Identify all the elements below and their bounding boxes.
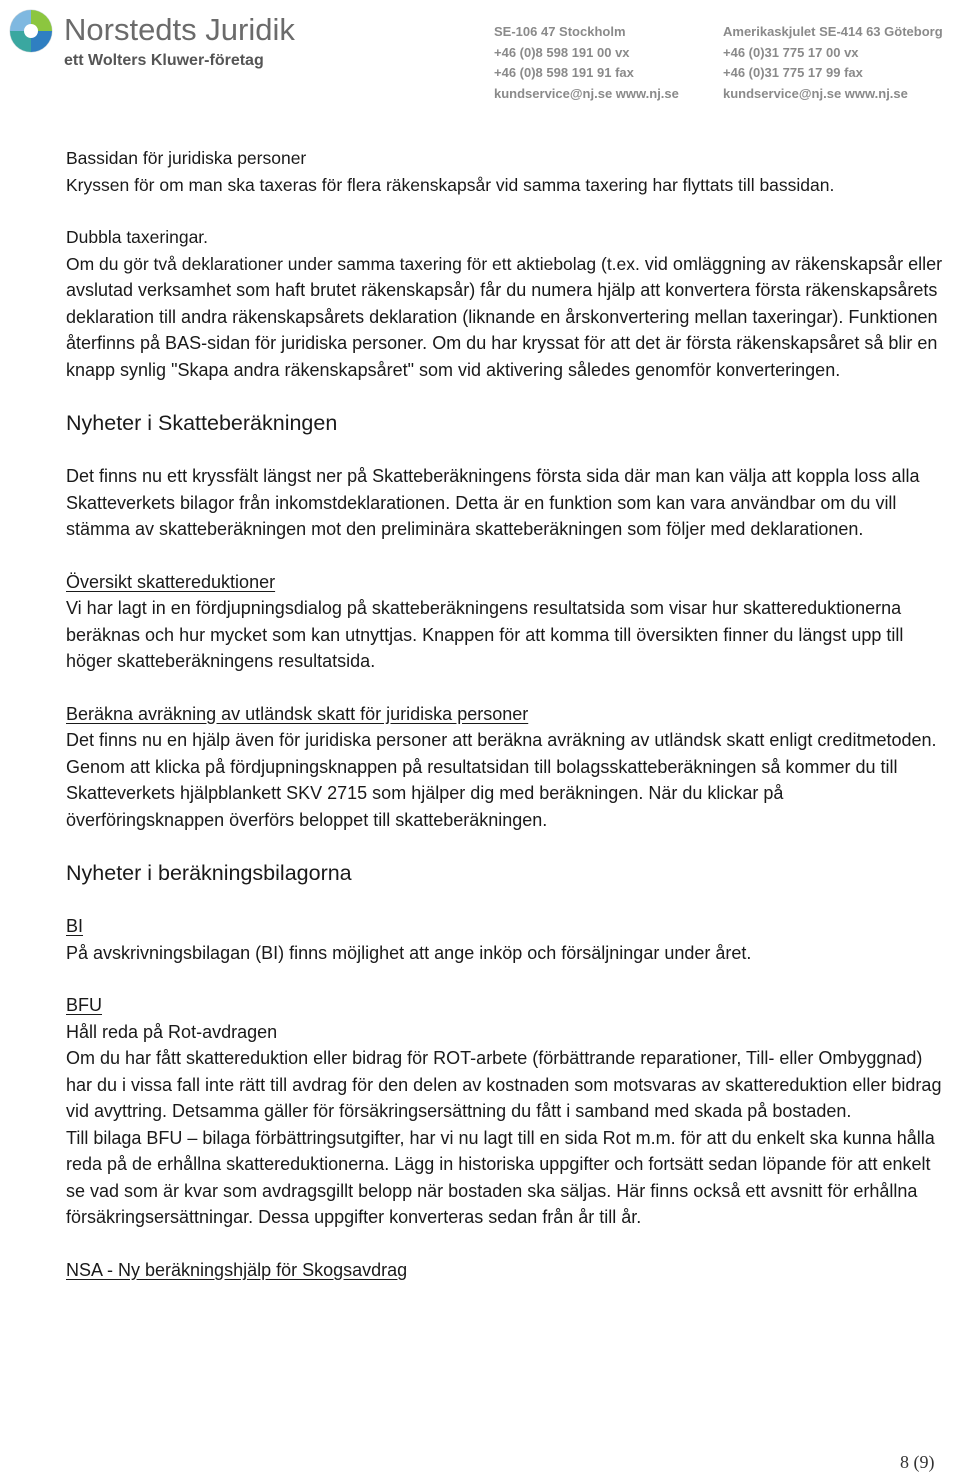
letterhead: [0, 0, 960, 110]
paragraph-skatteberakningen: Det finns nu ett kryssfält längst ner på Skatteberäkningens första sida där man kan välja att koppla loss alla Skatteverkets bilagor från inkomstdeklarationen. Detta är en funktion som kan vara användbar om du vill stämma av skatteberäkningen mot den preliminära skatteberäkningen som följer med deklarationen.: [66, 466, 920, 539]
heading-berakningsbilagorna: Nyheter i beräkningsbilagorna: [66, 861, 352, 885]
document-body: [66, 145, 946, 1283]
brand-tagline: ett Wolters Kluwer-företag: [64, 52, 264, 69]
address-stockholm: [494, 22, 679, 104]
globe-logo-icon: [8, 8, 54, 54]
stockholm-fax: +46 (0)8 598 191 91 fax: [494, 65, 634, 80]
section-title-bassidan: Bassidan för juridiska personer: [66, 148, 307, 168]
brand-name: Norstedts Juridik: [64, 12, 295, 47]
section-title-utlandsk-skatt: Beräkna avräkning av utländsk skatt för juridiska personer: [66, 703, 529, 724]
paragraph-bfu-2: Till bilaga BFU – bilaga förbättringsutgifter, har vi nu lagt till en sida Rot m.m. för att du enkelt ska kunna hålla reda på de erhållna skattereduktionerna. Lägg in historiska uppgifter och fortsätt sedan löpande för att enkelt se vad som är kvar som avdragsgillt belopp när bostaden ska säljas. Här finns också ett avsnitt för erhållna försäkringsersättningar. Dessa uppgifter konverteras sedan från år till år.: [66, 1127, 935, 1227]
paragraph-lead: Om du gör två deklarationer under samma taxering för ett aktiebolag (t.ex.: [66, 253, 640, 274]
section-title-nsa: NSA - Ny beräkningshjälp för Skogsavdrag: [66, 1259, 408, 1280]
paragraph-utlandsk-skatt: Det finns nu en hjälp även för juridiska personer att beräkna avräkning av utländsk skatt enligt creditmetoden. Genom att klicka på fördjupningsknappen på resultatsidan till bolagsskatteberäkningen så kommer du till Skatteverkets hjälpblankett SKV 2715 som hjälper dig med beräkningen. När du klickar på överföringsknappen överförs beloppet till skatteberäkningen.: [66, 730, 937, 830]
subtitle-bfu: Håll reda på Rot-avdragen: [66, 1021, 278, 1042]
goteborg-fax: +46 (0)31 775 17 99 fax: [723, 65, 863, 80]
section-title-bfu: BFU: [66, 995, 102, 1015]
paragraph-bassidan: Kryssen för om man ska taxeras för flera räkenskapsår vid samma taxering har flyttats till bassidan.: [66, 174, 835, 195]
paragraph-skattereduktioner: Vi har lagt in en fördjupningsdialog på skatteberäkningens resultatsida som visar hur skattereduktionerna beräknas och hur mycket som kan utnyttjas. Knappen för att komma till översikten finner du längst upp till höger skatteberäkningens resultatsida.: [66, 598, 904, 671]
goteborg-address: Amerikaskjulet SE-414 63 Göteborg: [723, 24, 943, 39]
company-logo: [8, 6, 298, 76]
heading-skatteberakningen: Nyheter i Skatteberäkningen: [66, 411, 338, 435]
goteborg-contact: kundservice@nj.se www.nj.se: [723, 85, 908, 101]
stockholm-contact: kundservice@nj.se www.nj.se: [494, 85, 679, 101]
section-title-dubbla-taxeringar: Dubbla taxeringar.: [66, 227, 209, 247]
page-number: 8 (9): [900, 1452, 935, 1472]
address-goteborg: [723, 22, 943, 104]
section-title-bi: BI: [66, 916, 84, 936]
goteborg-phone: +46 (0)31 775 17 00 vx: [723, 44, 859, 60]
paragraph-bfu-1: Om du har fått skattereduktion eller bidrag för ROT-arbete (förbättrande reparationer, Till- eller Ombyggnad) har du i vissa fall inte rätt till avdrag för den delen av kostnaden som motsvaras av skattereduktion eller bidrag vid avyttring. Detsamma gäller för försäkringsersättning du fått i samband med skada på bostaden.: [66, 1048, 942, 1121]
paragraph-dubbla-taxeringar: [66, 251, 946, 384]
stockholm-address: SE-106 47 Stockholm: [494, 24, 626, 39]
section-title-skattereduktioner: Översikt skattereduktioner: [66, 571, 276, 592]
paragraph-body: vid omläggning av räkenskapsår eller avslutad verksamhet som haft brutet räkenskapsår) får du numera hjälp att konvertera första räkenskapsårets deklaration till andra räkenskapsårets deklaration (liknande en årskonvertering mellan taxeringar). Funktionen återfinns på BAS-sidan för juridiska personer. Om du har kryssat för att det är första räkenskapsåret så blir en knapp synlig "Skapa andra räkenskapsåret" som vid aktivering således genomför konverteringen.: [66, 253, 943, 380]
paragraph-bi: På avskrivningsbilagan (BI) finns möjlighet att ange inköp och försäljningar under året.: [66, 942, 752, 963]
stockholm-phone: +46 (0)8 598 191 00 vx: [494, 44, 630, 60]
